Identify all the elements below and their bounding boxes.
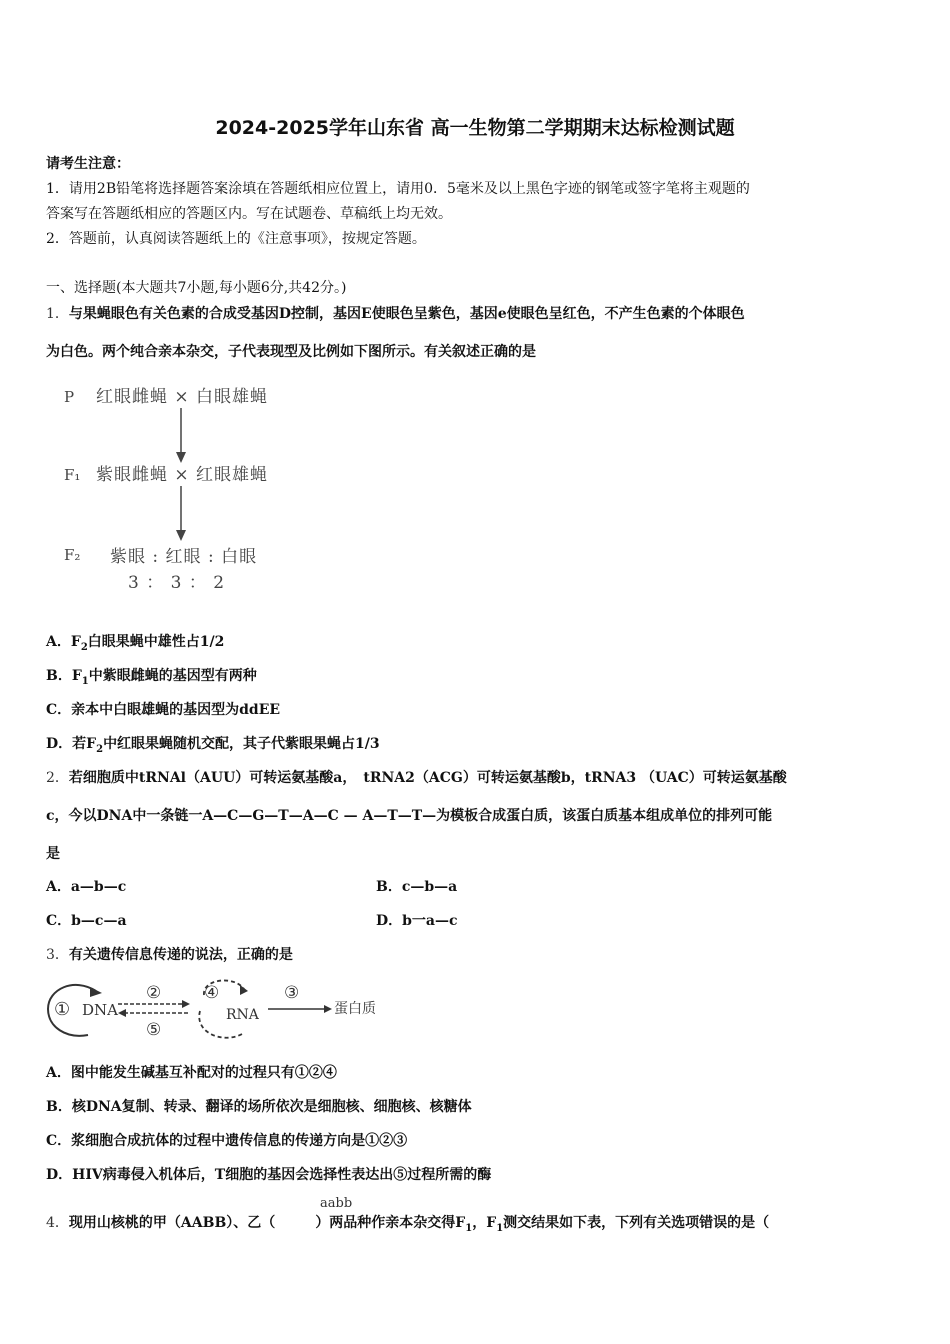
process-5-label: ⑤	[146, 1020, 162, 1040]
q1-option-b[interactable]: B．$F_1$中紫眼雌蝇的基因型有两种	[46, 668, 257, 687]
notice-item-1-line-2: 答案写在答题纸相应的答题区内。写在试题卷、草稿纸上均无效。	[46, 206, 452, 222]
f1-generation-label: F₁	[64, 466, 81, 484]
process-4-label: ④	[204, 983, 220, 1003]
f2-generation-label: F₂	[64, 546, 81, 564]
notice-item-1-line-1: 1．请用2B铅笔将选择题答案涂填在答题纸相应位置上，请用0．5毫米及以上黑色字迹的钢笔或签字笔将主观题的	[46, 181, 750, 197]
q2-stem-line-3: 是	[46, 846, 60, 862]
f2-ratio: 3 ： 3 ： 2	[128, 573, 226, 593]
q2-option-b[interactable]: B．c—b—a	[376, 879, 458, 895]
q3-option-d[interactable]: D．HIV病毒侵入机体后，T细胞的基因会选择性表达出⑤过程所需的酶	[46, 1167, 492, 1183]
f1-cross: 紫眼雌蝇 × 红眼雄蝇	[96, 465, 269, 485]
protein-label: 蛋白质	[334, 1001, 376, 1017]
rna-label: RNA	[226, 1007, 259, 1023]
q4-number: 4．	[46, 1215, 69, 1231]
q1-option-d[interactable]: D．若$F_2$中红眼果蝇随机交配，其子代紫眼果蝇占1/3	[46, 736, 380, 755]
q1-stem-text-1: 与果蝇眼色有关色素的合成受基因D控制，基因E使眼色呈紫色，基因e使眼色呈红色，不产生色素的个体眼色	[68, 306, 745, 322]
q2-option-d[interactable]: D．b一a—c	[376, 913, 458, 929]
q1-option-a[interactable]: A．$F_2$白眼果蝇中雄性占1/2	[46, 634, 225, 653]
q3-option-a[interactable]: A．图中能发生碱基互补配对的过程只有①②④	[46, 1065, 337, 1081]
process-1-label: ①	[54, 999, 71, 1020]
page-title: 2024-2025学年山东省 高一生物第二学期期末达标检测试题	[215, 117, 735, 139]
dna-label: DNA	[82, 1001, 118, 1019]
q1-number: 1．	[46, 306, 69, 322]
q3-stem: 3．有关遗传信息传递的说法，正确的是	[46, 947, 293, 963]
notice-heading: 请考生注意：	[46, 156, 130, 172]
q3-number: 3．	[46, 947, 69, 963]
q2-stem-line-2: c，今以DNA中一条链一A—C—G—T—A—C — A—T—T—为模板合成蛋白质，该蛋白质基本组成单位的排列可能	[46, 808, 773, 824]
p-cross: 红眼雌蝇 × 白眼雄蝇	[96, 387, 269, 407]
arrow-down-icon	[175, 486, 187, 542]
f2-phenotypes: 紫眼 : 红眼 : 白眼	[110, 547, 258, 567]
q4-stem: 4．现用山核桃的甲（AABB）、乙（ ）两品种作亲本杂交得$F_1$，$F_1$测交结果如下表，下列有关选项错误的是（	[46, 1215, 770, 1234]
q4-genotype-superscript: aabb	[320, 1196, 353, 1211]
q1-stem-line-1	[46, 303, 745, 323]
section-heading: 一、选择题(本大题共7小题,每小题6分,共42分。)	[46, 280, 347, 296]
notice-item-2: 2．答题前，认真阅读答题纸上的《注意事项》，按规定答题。	[46, 231, 426, 247]
q1-stem-line-2: 为白色。两个纯合亲本杂交，子代表现型及比例如下图所示。有关叙述正确的是	[46, 344, 536, 360]
q3-option-b[interactable]: B．核DNA复制、转录、翻译的场所依次是细胞核、细胞核、核糖体	[46, 1099, 472, 1115]
arrow-down-icon	[175, 408, 187, 464]
process-3-label: ③	[284, 983, 300, 1003]
central-dogma-diagram	[44, 975, 404, 1045]
q1-cross-diagram	[60, 378, 320, 593]
q1-option-c[interactable]: C．亲本中白眼雄蝇的基因型为ddEE	[46, 702, 281, 718]
process-2-label: ②	[146, 983, 162, 1003]
q2-stem-line-1: 2．若细胞质中tRNAl（AUU）可转运氨基酸a， tRNA2（ACG）可转运氨基酸b，tRNA3 （UAC）可转运氨基酸	[46, 770, 787, 786]
q2-option-a[interactable]: A．a—b—c	[46, 879, 127, 895]
p-generation-label: P	[64, 388, 75, 406]
q3-option-c[interactable]: C．浆细胞合成抗体的过程中遗传信息的传递方向是①②③	[46, 1133, 408, 1149]
q2-number: 2．	[46, 770, 69, 786]
q2-option-c[interactable]: C．b—c—a	[46, 913, 127, 929]
